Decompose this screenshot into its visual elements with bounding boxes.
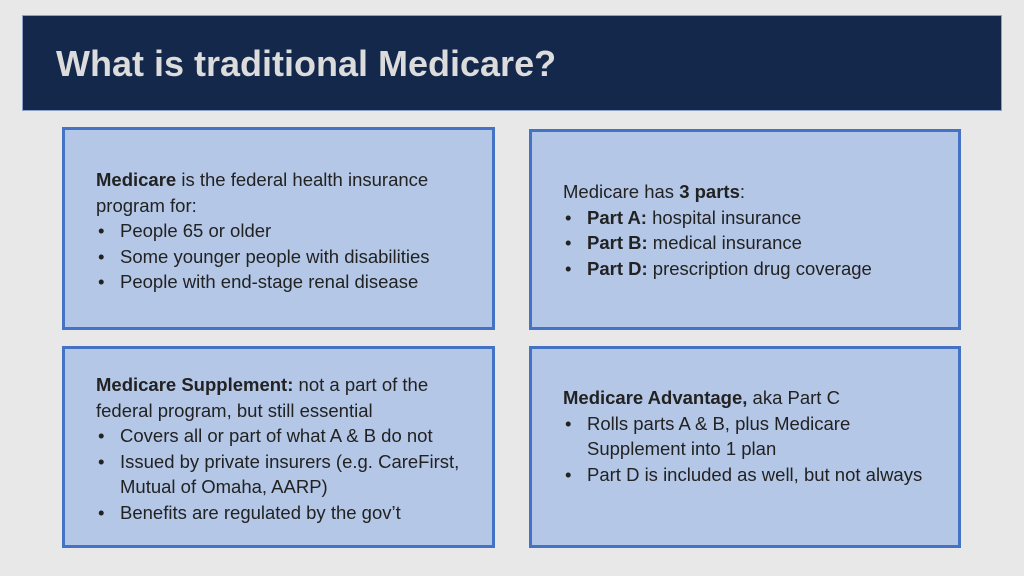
list-item-text: medical insurance [647,232,802,254]
list-item-text: Rolls parts A & B, plus Medicare Supplement into 1 plan [587,412,851,460]
list-item-text: Some younger people with disabilities [120,245,430,267]
card-content [563,385,944,487]
list-item-text: People with end-stage renal disease [120,271,419,293]
part-label: Part B: [587,232,648,254]
card-intro [96,167,478,218]
bullet-marker: • [98,450,105,472]
card-content [563,179,944,281]
list-item [563,256,944,282]
intro-bold-term: Medicare Advantage, [563,387,748,408]
bullet-list [96,423,478,525]
medicare-parts-card [529,129,961,330]
list-item [563,411,944,462]
list-item [96,423,478,449]
intro-text: Medicare has [563,181,680,202]
bullet-marker: • [565,206,572,228]
bullet-marker: • [565,232,572,254]
list-item-text: Issued by private insurers (e.g. CareFirst, Mutual of Omaha, AARP) [120,450,460,498]
bullet-marker: • [98,425,105,447]
list-item [96,244,478,270]
bullet-list [563,411,944,488]
list-item [563,462,944,488]
part-label: Part D: [587,257,648,279]
medicare-definition-card [62,127,495,330]
bullet-marker: • [98,220,105,242]
part-label: Part A: [587,206,647,228]
title-banner [22,15,1002,111]
medicare-advantage-card [529,346,961,548]
list-item [563,205,944,231]
intro-text: aka Part C [747,387,840,408]
list-item-text: People 65 or older [120,220,272,242]
intro-text: is the federal health insurance program for: [96,169,429,216]
bullet-marker: • [98,245,105,267]
list-item-text: hospital insurance [646,206,802,228]
list-item [96,449,478,500]
list-item [563,230,944,256]
card-intro [563,385,944,411]
intro-bold-term: 3 parts [679,181,740,202]
bullet-marker: • [565,257,572,279]
bullet-marker: • [565,463,572,485]
bullet-marker: • [98,501,105,523]
list-item-text: Part D is included as well, but not always [587,463,923,485]
list-item-text: prescription drug coverage [647,257,872,279]
bullet-list [96,218,478,295]
bullet-marker: • [565,412,572,434]
bullet-marker: • [98,271,105,293]
list-item [96,500,478,526]
list-item [96,218,478,244]
intro-text: not a part of the federal program, but still essential [96,374,429,421]
slide-title: What is traditional Medicare? [56,43,557,84]
card-content [96,167,478,295]
card-content [96,372,478,526]
medicare-supplement-card [62,346,495,548]
intro-text: : [739,181,746,202]
list-item-text: Benefits are regulated by the gov’t [120,501,401,523]
intro-bold-term: Medicare Supplement: [96,374,294,395]
bullet-list [563,205,944,282]
list-item [96,269,478,295]
list-item-text: Covers all or part of what A & B do not [120,425,433,447]
card-intro [563,179,944,205]
card-intro [96,372,478,423]
intro-bold-term: Medicare [96,169,177,190]
